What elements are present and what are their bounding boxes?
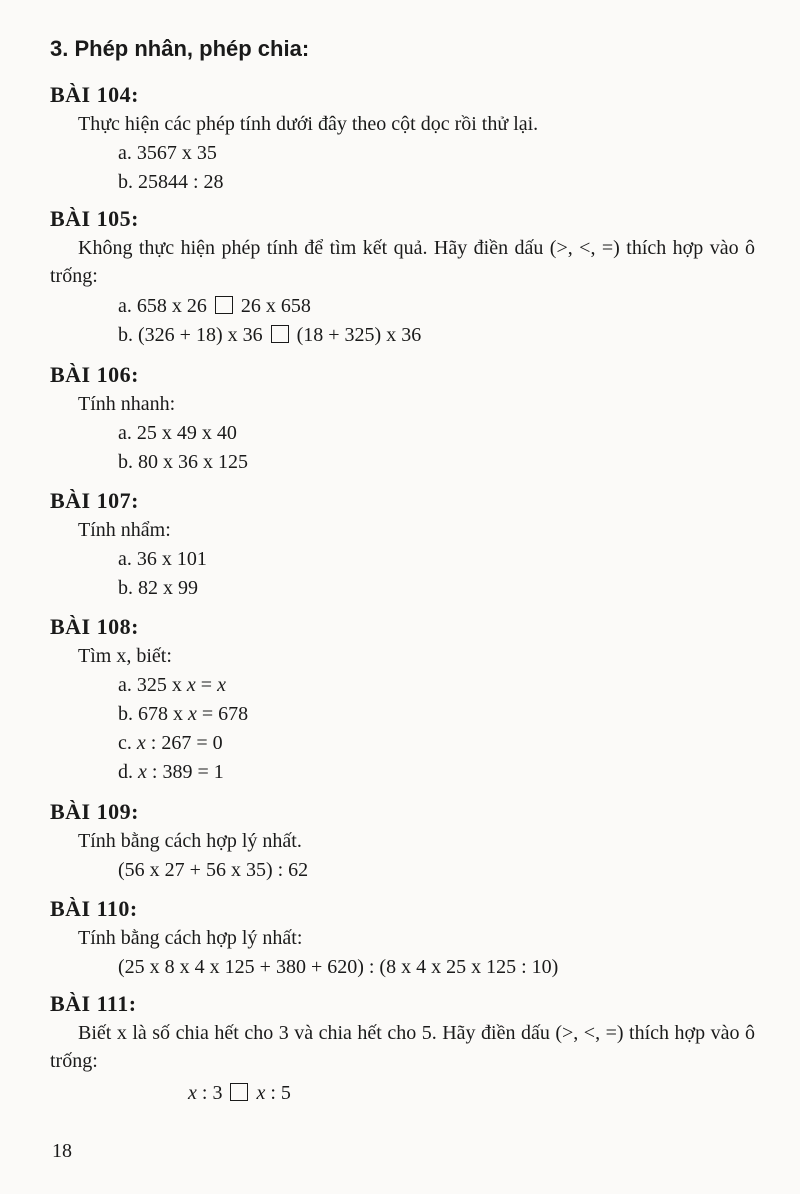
item-d: [118, 758, 224, 786]
item-a: a. 25 x 49 x 40: [118, 422, 237, 444]
variable-x: x: [188, 1082, 197, 1104]
item-text: a. 325 x: [118, 674, 187, 696]
exercise-title: BÀI 108:: [50, 614, 139, 639]
item-a-left: a. 658 x 26: [118, 295, 207, 317]
variable-x: x: [186, 674, 196, 696]
variable-x: x: [136, 732, 146, 754]
exercise-title: BÀI 105:: [50, 206, 139, 231]
item-a: a. 3567 x 35: [118, 142, 217, 164]
exercise-instruction: Tính nhanh:: [78, 393, 176, 415]
comparison: [188, 1079, 291, 1107]
item-text: : 3: [196, 1082, 223, 1104]
item-b-right: (18 + 325) x 36: [296, 324, 422, 346]
item-a-right: 26 x 658: [240, 295, 311, 317]
expression: (56 x 27 + 56 x 35) : 62: [118, 859, 309, 881]
item-text: c.: [118, 732, 137, 754]
item-text: d.: [118, 761, 138, 783]
item-text: : 267 = 0: [145, 732, 223, 754]
variable-x: x: [188, 703, 197, 725]
exercise-title: BÀI 111:: [50, 991, 137, 1016]
answer-box[interactable]: [215, 296, 233, 314]
item-b: [118, 321, 421, 349]
exercise-title: BÀI 107:: [50, 488, 139, 513]
exercise-title: BÀI 106:: [50, 362, 139, 387]
exercise-instruction: Tính bằng cách hợp lý nhất.: [78, 830, 302, 852]
exercise-title: BÀI 104:: [50, 82, 139, 107]
item-text: : 389 = 1: [146, 761, 224, 783]
exercise-title: BÀI 109:: [50, 799, 139, 824]
page-number: 18: [52, 1140, 72, 1162]
variable-x: x: [138, 761, 147, 783]
item-a: a. 36 x 101: [118, 548, 207, 570]
item-b: b. 80 x 36 x 125: [118, 451, 248, 473]
exercise-instruction: Tính nhẩm:: [78, 519, 171, 541]
item-c: [118, 729, 223, 757]
exercise-instruction: Tính bằng cách hợp lý nhất:: [78, 927, 303, 949]
exercise-instruction: Thực hiện các phép tính dưới đây theo cột dọc rồi thử lại.: [78, 113, 539, 135]
item-b: b. 25844 : 28: [118, 171, 224, 193]
item-a: [118, 292, 311, 320]
item-b-left: b. (326 + 18) x 36: [118, 324, 263, 346]
item-text: = 678: [196, 703, 249, 725]
exercise-instruction: Biết x là số chia hết cho 3 và chia hết cho 5. Hãy điền dấu (>, <, =) thích hợp vào ô trống:: [50, 1022, 755, 1072]
variable-x: x: [217, 674, 226, 696]
answer-box[interactable]: [230, 1083, 248, 1101]
section-title: 3. Phép nhân, phép chia:: [50, 36, 310, 61]
item-b: b. 82 x 99: [118, 577, 198, 599]
item-b: [118, 700, 248, 728]
exercise-instruction: Tìm x, biết:: [78, 645, 172, 667]
answer-box[interactable]: [271, 325, 289, 343]
item-text: =: [195, 674, 218, 696]
expression: (25 x 8 x 4 x 125 + 380 + 620) : (8 x 4 x 25 x 125 : 10): [118, 956, 559, 978]
exercise-title: BÀI 110:: [50, 896, 138, 921]
item-text: : 5: [265, 1082, 291, 1104]
item-text: b. 678 x: [118, 703, 188, 725]
exercise-instruction: Không thực hiện phép tính để tìm kết quả. Hãy điền dấu (>, <, =) thích hợp vào ô trống:: [50, 237, 755, 287]
variable-x: x: [256, 1082, 266, 1104]
item-a: [118, 671, 226, 699]
